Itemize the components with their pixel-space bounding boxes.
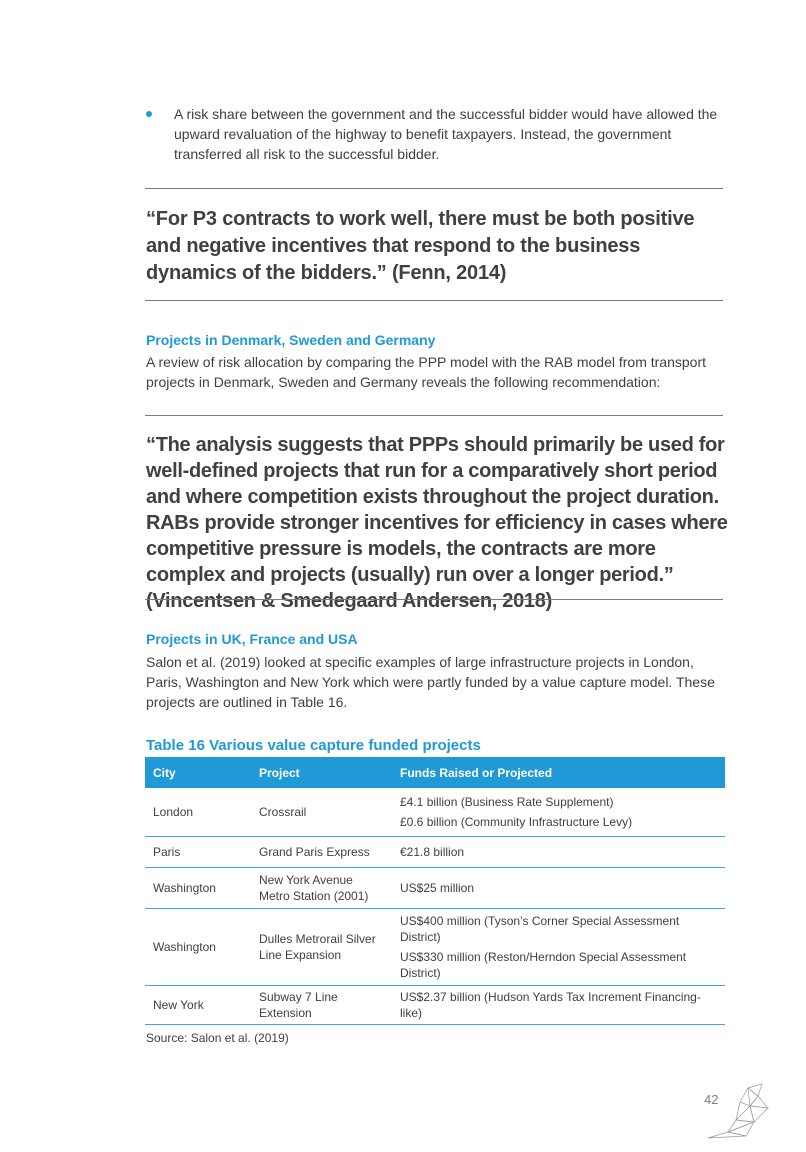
table-row: [145, 985, 725, 1024]
table-row: [145, 908, 725, 985]
city-cell: Washington: [145, 867, 251, 908]
funds-line: US$330 million (Reston/Herndon Special Assessment District): [400, 949, 687, 980]
table-row: [145, 867, 725, 908]
page-number: 42: [704, 1092, 719, 1107]
table-source: Source: Salon et al. (2019): [146, 1031, 289, 1045]
bullet-list-item: [146, 104, 736, 164]
table-header-city: City: [145, 757, 251, 788]
funds-line: US$2.37 billion (Hudson Yards Tax Increment Financing-like): [400, 989, 701, 1020]
value-capture-table: [145, 757, 725, 1025]
funds-line: £4.1 billion (Business Rate Supplement): [400, 794, 614, 809]
table-header-row: [145, 757, 725, 788]
pull-quote-vincentsen: “The analysis suggests that PPPs should primarily be used for well-defined projects that run for a comparatively short period and where competition exists throughout the project duration. RABs provide stronger incentives for efficiency in cases where competitive pressure is models, the contracts are more complex and projects (usually) run over a longer period.” (Vincentsen & Smedegaard Andersen, 2018): [146, 434, 728, 612]
funds-line: US$25 million: [400, 880, 475, 895]
project-cell: Dulles Metrorail Silver Line Expansion: [251, 908, 392, 985]
funds-cell: [392, 985, 725, 1024]
table-caption: Table 16 Various value capture funded projects: [146, 737, 481, 754]
project-cell: Crossrail: [251, 788, 392, 836]
divider: [145, 415, 723, 416]
geometric-bird-logo-icon: [706, 1082, 770, 1140]
divider: [145, 599, 723, 600]
city-cell: Paris: [145, 836, 251, 867]
section-body-denmark: A review of risk allocation by comparing the PPP model with the RAB model from transport projects in Denmark, Sweden and Germany reveals the following recommendation:: [146, 354, 706, 390]
project-cell: New York Avenue Metro Station (2001): [251, 867, 392, 908]
bullet-text: A risk share between the government and the successful bidder would have allowed the upward revaluation of the highway to benefit taxpayers. Instead, the government transferred all risk to the successful bidder.: [174, 106, 718, 162]
table-row: [145, 788, 725, 836]
city-cell: Washington: [145, 908, 251, 985]
funds-line: £0.6 billion (Community Infrastructure Levy): [400, 814, 633, 829]
section-heading-denmark: Projects in Denmark, Sweden and Germany: [146, 332, 436, 348]
table-row: [145, 836, 725, 867]
project-cell: Grand Paris Express: [251, 836, 392, 867]
bullet-dot-icon: [146, 111, 152, 117]
pull-quote-fenn: “For P3 contracts to work well, there must be both positive and negative incentives that respond to the business dynamics of the bidders.” (Fenn, 2014): [146, 208, 695, 284]
funds-cell: [392, 867, 725, 908]
divider: [145, 300, 723, 301]
funds-cell: [392, 908, 725, 985]
city-cell: London: [145, 788, 251, 836]
funds-cell: [392, 788, 725, 836]
funds-cell: [392, 836, 725, 867]
funds-line: €21.8 billion: [400, 844, 465, 859]
divider: [145, 188, 723, 189]
table-header-project: Project: [251, 757, 392, 788]
table-header-funds: Funds Raised or Projected: [392, 757, 725, 788]
section-heading-uk: Projects in UK, France and USA: [146, 631, 358, 647]
project-cell: Subway 7 Line Extension: [251, 985, 392, 1024]
funds-line: US$400 million (Tyson’s Corner Special Assessment District): [400, 913, 680, 944]
section-body-uk: Salon et al. (2019) looked at specific examples of large infrastructure projects in London, Paris, Washington and New York which were partly funded by a value capture model. These projects are outlined in Table 16.: [146, 654, 715, 710]
city-cell: New York: [145, 985, 251, 1024]
